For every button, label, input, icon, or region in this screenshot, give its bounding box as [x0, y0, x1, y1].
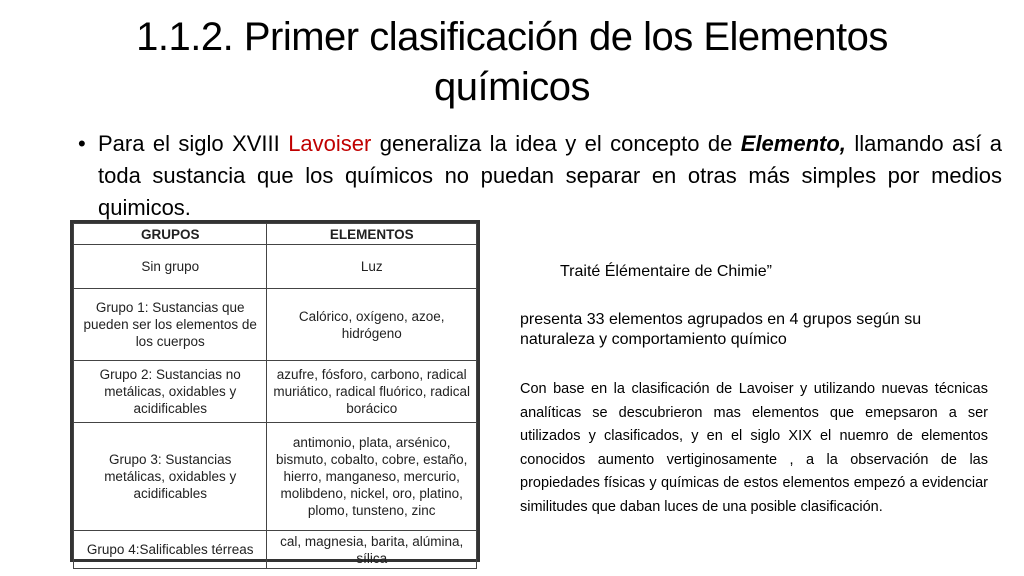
cell-grupo: Grupo 4:Salificables térreas — [74, 531, 267, 569]
table-header-row — [74, 224, 477, 245]
cell-grupo: Grupo 3: Sustancias metálicas, oxidables y acidificables — [74, 423, 267, 531]
lavoiser-highlight: Lavoiser — [288, 131, 372, 156]
table-row — [74, 531, 477, 569]
cell-elementos: antimonio, plata, arsénico, bismuto, cobalto, cobre, estaño, hierro, manganeso, mercurio, molibdeno, nickel, oro, platino, plomo, tunsteno, zinc — [267, 423, 477, 531]
slide-title — [60, 12, 964, 112]
bullet-text — [98, 128, 1002, 224]
bullet-text-part3: llamando así a toda sustancia que los químicos no puedan separar en otras más simples por medios quimicos. — [98, 131, 1003, 220]
header-elementos: ELEMENTOS — [267, 224, 477, 245]
book-description: presenta 33 elementos agrupados en 4 grupos según su naturaleza y comportamiento químico — [520, 311, 922, 348]
bullet-text-part2: generaliza la idea y el concepto de — [371, 131, 741, 156]
book-title: Traité Élémentaire de Chimie” — [560, 263, 772, 280]
table-row — [74, 245, 477, 289]
header-grupos: GRUPOS — [74, 224, 267, 245]
cell-grupo: Grupo 1: Sustancias que pueden ser los elementos de los cuerpos — [74, 289, 267, 361]
bullet-dot-icon: • — [78, 131, 86, 156]
slide-title-line1: 1.1.2. Primer clasificación de los Elementos — [136, 15, 888, 59]
cell-elementos: cal, magnesia, barita, alúmina, sílica — [267, 531, 477, 569]
table-row — [74, 423, 477, 531]
lavoisier-classification-table — [70, 220, 480, 566]
table-row — [74, 289, 477, 361]
cell-grupo: Sin grupo — [74, 245, 267, 289]
history-paragraph: Con base en la clasificación de Lavoiser y utilizando nuevas técnicas analíticas se descubrieron mas elementos que emepsaron a ser utilizados y clasificados, y en el siglo XIX el nuemro de elementos conocidos aumento vertiginosamente , a la observación de las propiedades físicas y químicas de estos elementos empezó a evidenciar similitudes que daban luces de una posible clasificación. — [520, 381, 988, 515]
cell-grupo: Grupo 2: Sustancias no metálicas, oxidables y acidificables — [74, 361, 267, 423]
cell-elementos: Calórico, oxígeno, azoe, hidrógeno — [267, 289, 477, 361]
bullet-text-part1: Para el siglo XVIII — [98, 131, 289, 156]
elemento-term: Elemento, — [740, 131, 846, 156]
table-row — [74, 361, 477, 423]
slide-title-line2: químicos — [433, 65, 591, 109]
bullet-point — [78, 128, 1002, 224]
cell-elementos: azufre, fósforo, carbono, radical muriático, radical fluórico, radical borácico — [267, 361, 477, 423]
cell-elementos: Luz — [267, 245, 477, 289]
